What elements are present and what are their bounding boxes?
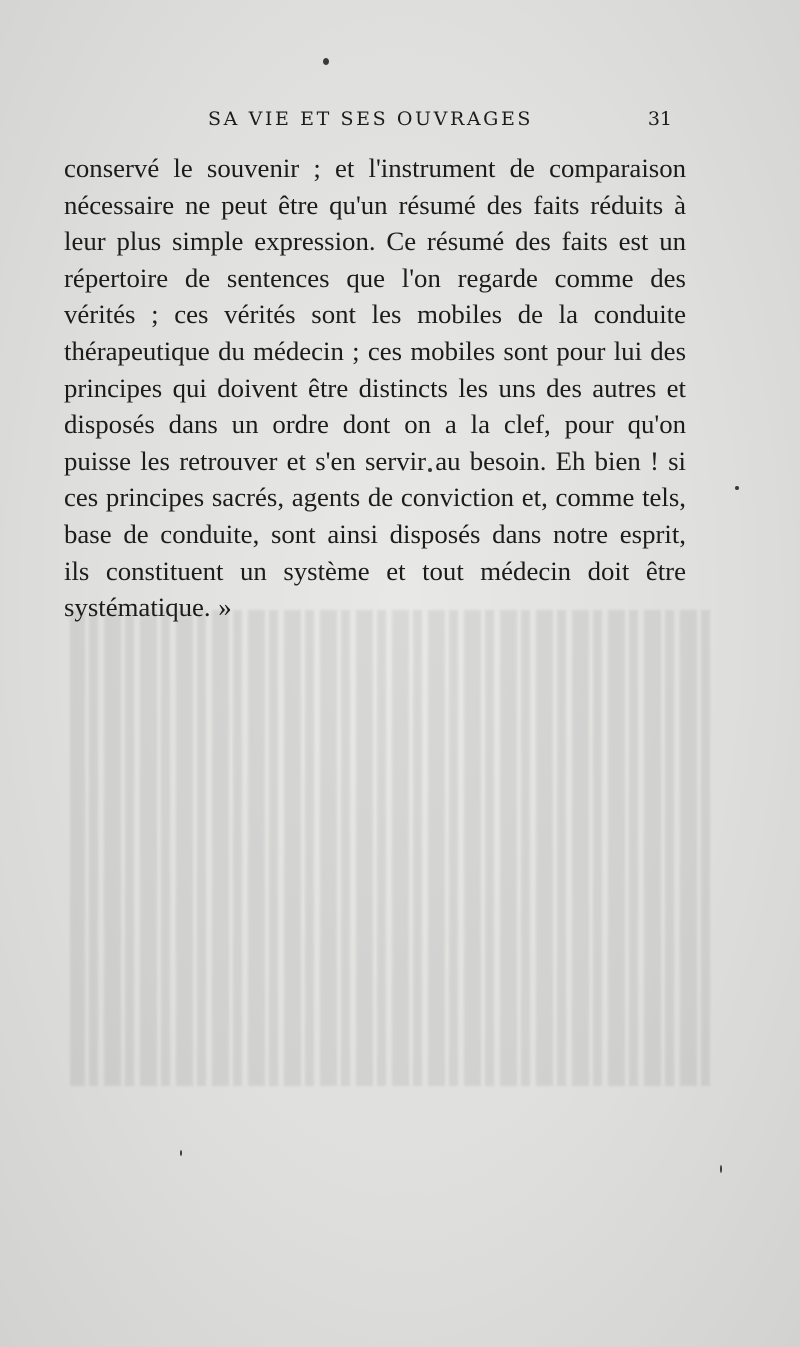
paper-speck: [180, 1150, 182, 1156]
paper-speck: [323, 58, 329, 65]
paper-speck: [720, 1165, 722, 1173]
show-through-text: [70, 610, 710, 1090]
page-number: 31: [647, 108, 672, 130]
page-header: [60, 108, 680, 138]
running-title: SA VIE ET SES OUVRAGES: [208, 108, 534, 130]
paper-speck: [735, 486, 739, 490]
body-paragraph: conservé le souvenir ; et l'instrument de comparaison nécessaire ne peut être qu'un résumé des faits réduits à leur plus simple expression. Ce résumé des faits est un répertoire de sentences que l'on regarde comme des vérités ; ces vérités sont les mobiles de la conduite thérapeutique du médecin ; ces mobiles sont pour lui des principes qui doivent être distincts les uns des autres et disposés dans un ordre dont on a la clef, pour qu'on puisse les retrouver et s'en servir au besoin. Eh bien ! si ces principes sacrés, agents de conviction et, comme tels, base de conduite, sont ainsi disposés dans notre esprit, ils constituent un système et tout médecin doit être systématique. »: [64, 153, 686, 623]
